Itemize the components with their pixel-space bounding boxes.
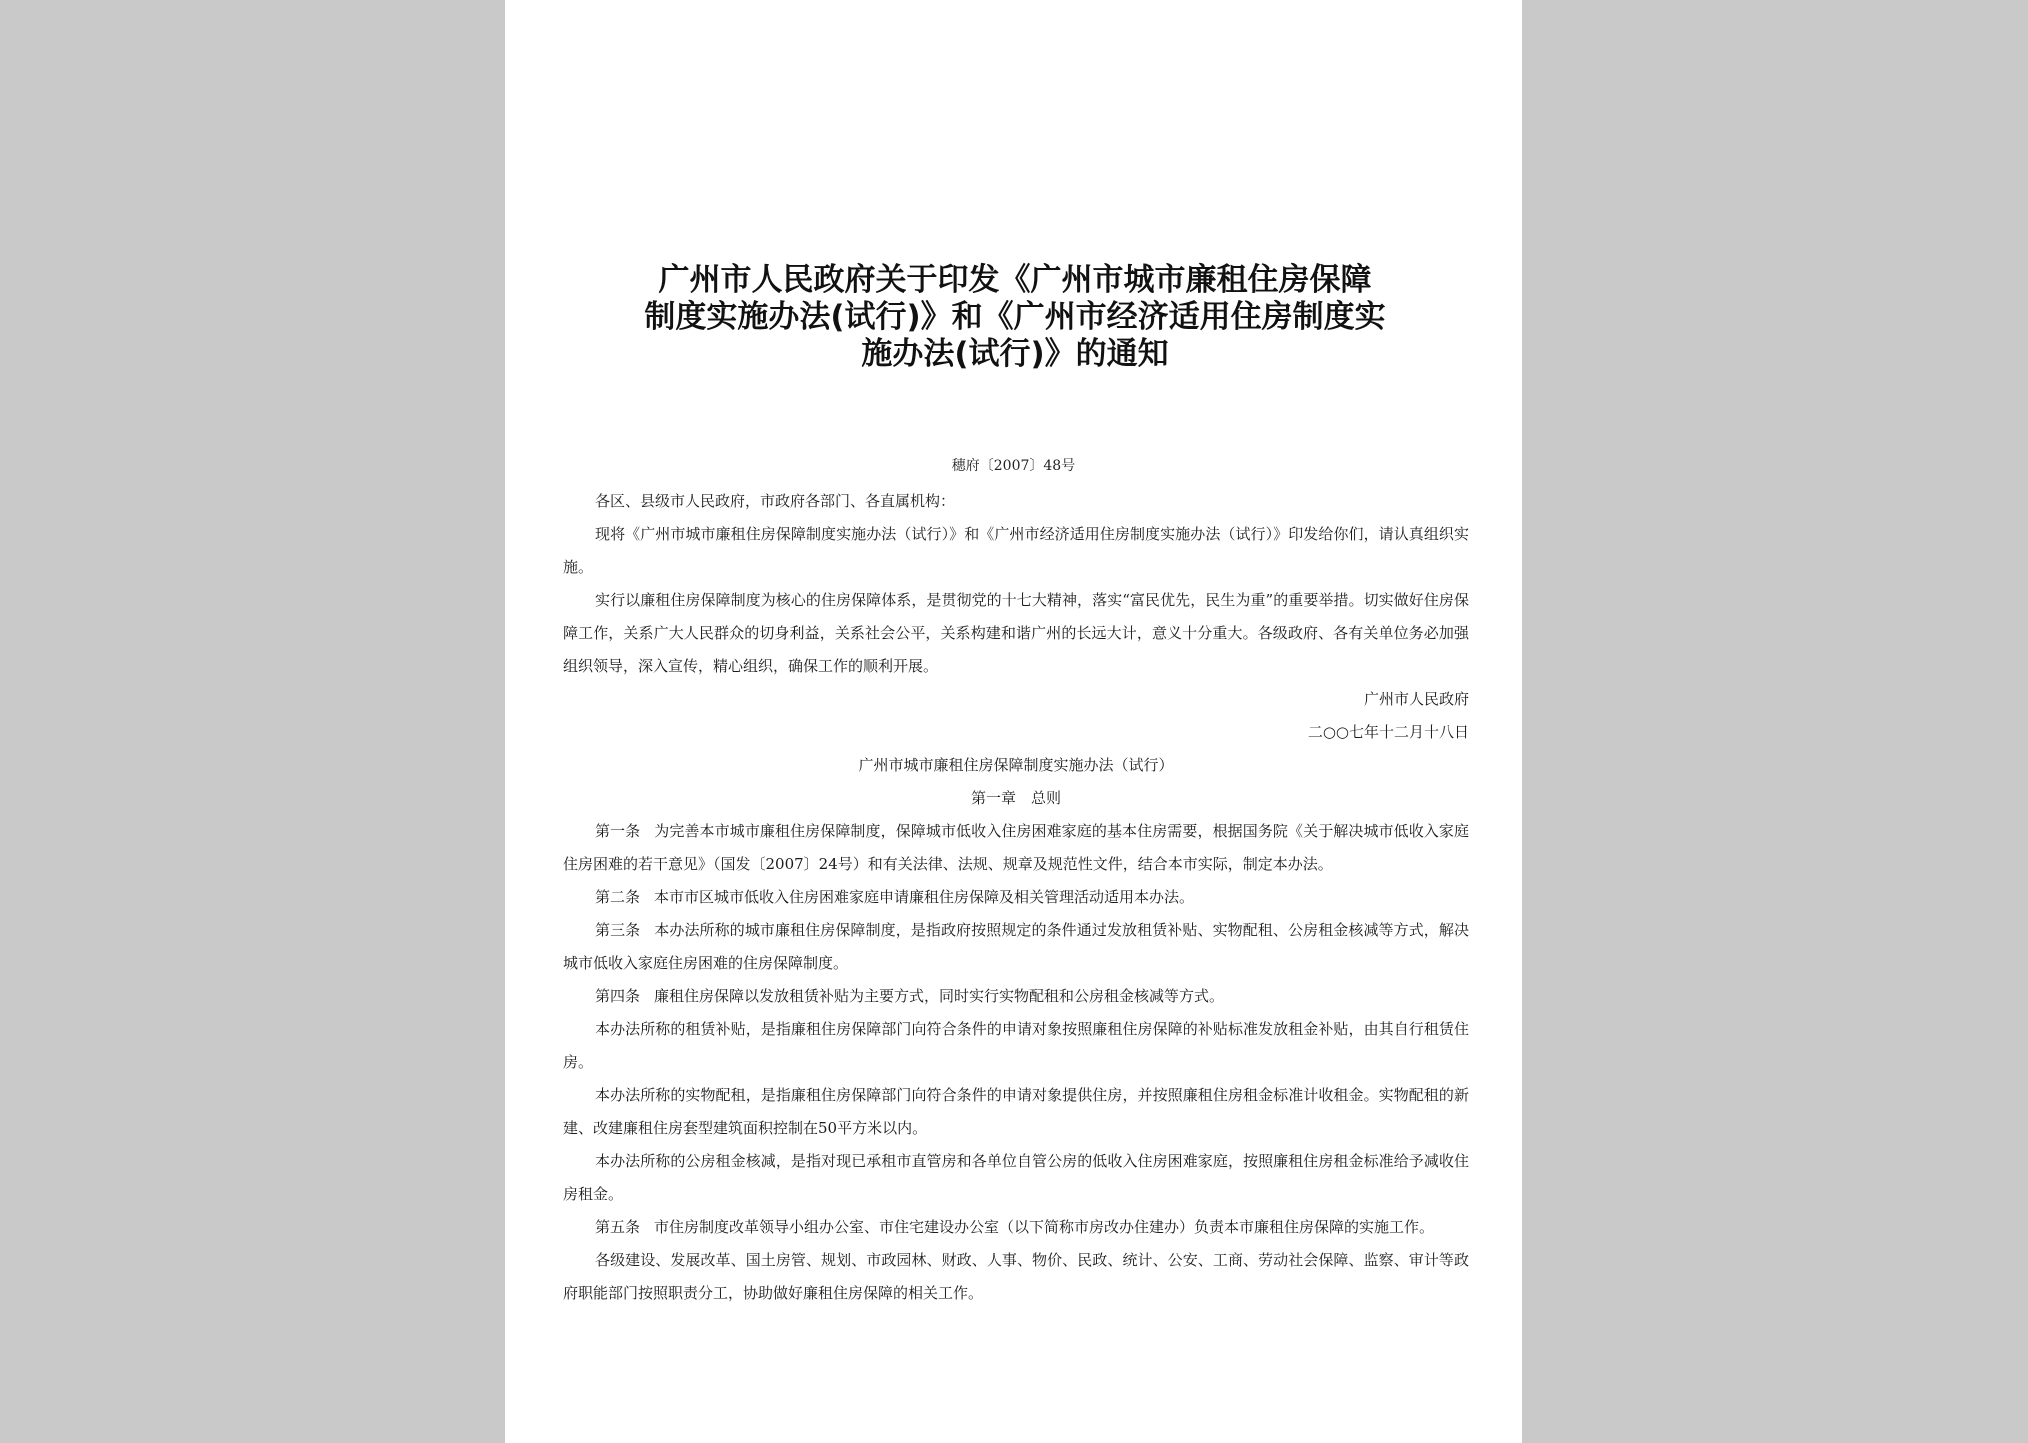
notice-paragraph: 现将《广州市城市廉租住房保障制度实施办法（试行）》和《广州市经济适用住房制度实施办法（试行）》印发给你们，请认真组织实施。: [563, 525, 1469, 576]
title-line: 制度实施办法(试行)》和《广州市经济适用住房制度实: [644, 299, 1386, 335]
article-paragraph: [563, 815, 1469, 881]
article-label: 第二条: [595, 888, 641, 906]
article-label: 第五条: [595, 1218, 641, 1236]
issuer: 广州市人民政府: [1363, 690, 1469, 708]
issue-date: 二○○七年十二月十八日: [1307, 723, 1469, 741]
appendix-title: 广州市城市廉租住房保障制度实施办法（试行）: [858, 756, 1174, 774]
title-line: 广州市人民政府关于印发《广州市城市廉租住房保障: [658, 262, 1372, 298]
salutation: 各区、县级市人民政府，市政府各部门、各直属机构：: [595, 492, 956, 510]
article-text: 廉租住房保障以发放租赁补贴为主要方式，同时实行实物配租和公房租金核减等方式。: [654, 987, 1225, 1005]
article-text: 为完善本市城市廉租住房保障制度，保障城市低收入住房困难家庭的基本住房需要，根据国务院《关于解决城市低收入家庭住房困难的若干意见》（国发〔2007〕24号）和有关法律、法规、规章及规范性文件，结合本市实际，制定本办法。: [563, 822, 1469, 873]
document-body: [563, 485, 1469, 1310]
title-line: 施办法(试行)》的通知: [861, 336, 1169, 372]
article-text: 各级建设、发展改革、国土房管、规划、市政园林、财政、人事、物价、民政、统计、公安、工商、劳动社会保障、监察、审计等政府职能部门按照职责分工，协助做好廉租住房保障的相关工作。: [563, 1251, 1469, 1302]
document-title: [565, 262, 1465, 373]
article-text: 本市市区城市低收入住房困难家庭申请廉租住房保障及相关管理活动适用本办法。: [654, 888, 1195, 906]
article-text: 本办法所称的公房租金核减，是指对现已承租市直管房和各单位自管公房的低收入住房困难家庭，按照廉租住房租金标准给予减收住房租金。: [563, 1152, 1469, 1203]
article-text: 本办法所称的租赁补贴，是指廉租住房保障部门向符合条件的申请对象按照廉租住房保障的补贴标准发放租金补贴，由其自行租赁住房。: [563, 1020, 1469, 1071]
article-text: 本办法所称的实物配租，是指廉租住房保障部门向符合条件的申请对象提供住房，并按照廉租住房租金标准计收租金。实物配租的新建、改建廉租住房套型建筑面积控制在50平方米以内。: [563, 1086, 1469, 1137]
article-paragraph: [563, 1145, 1469, 1211]
article-paragraph: [563, 1013, 1469, 1079]
document-number: 穗府〔2007〕48号: [951, 458, 1076, 474]
article-paragraph: [563, 881, 1469, 914]
article-label: 第三条: [595, 921, 641, 939]
article-paragraph: [563, 1211, 1469, 1244]
article-paragraph: [563, 1244, 1469, 1310]
article-paragraph: [563, 980, 1469, 1013]
notice-paragraph: 实行以廉租住房保障制度为核心的住房保障体系，是贯彻党的十七大精神，落实“富民优先，民生为重”的重要举措。切实做好住房保障工作，关系广大人民群众的切身利益，关系社会公平，关系构建和谐广州的长远大计，意义十分重大。各级政府、各有关单位务必加强组织领导，深入宣传，精心组织，确保工作的顺利开展。: [563, 591, 1469, 675]
article-paragraph: [563, 1079, 1469, 1145]
article-text: 本办法所称的城市廉租住房保障制度，是指政府按照规定的条件通过发放租赁补贴、实物配租、公房租金核减等方式，解决城市低收入家庭住房困难的住房保障制度。: [563, 921, 1469, 972]
article-paragraph: [563, 914, 1469, 980]
chapter-title: 第一章 总则: [970, 789, 1061, 807]
document-page: [505, 0, 1522, 1443]
article-label: 第四条: [595, 987, 641, 1005]
article-label: 第一条: [595, 822, 641, 840]
article-text: 市住房制度改革领导小组办公室、市住宅建设办公室（以下简称市房改办住建办）负责本市廉租住房保障的实施工作。: [654, 1218, 1435, 1236]
